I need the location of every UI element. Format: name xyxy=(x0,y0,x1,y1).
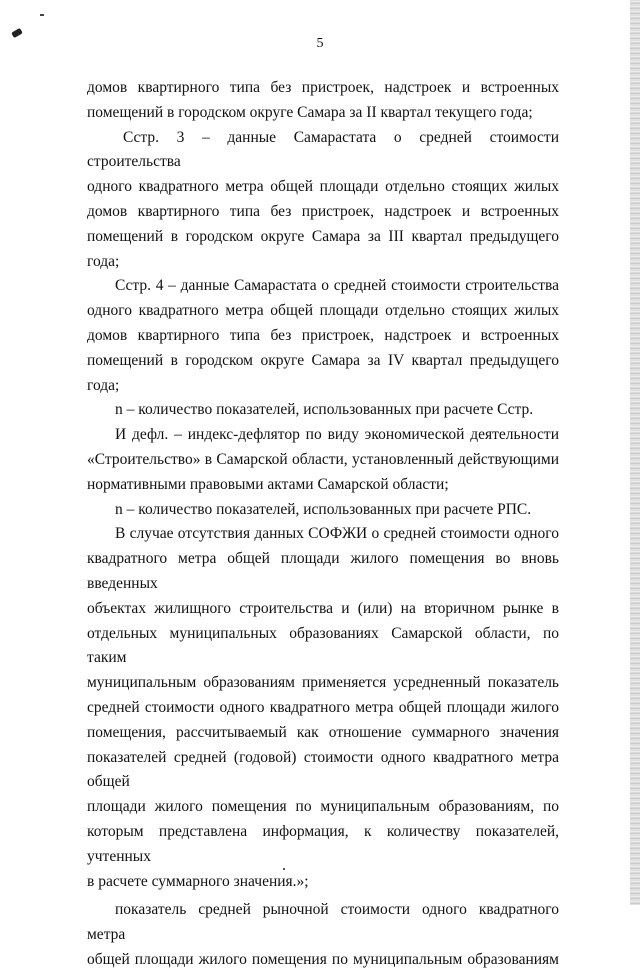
body-text xyxy=(87,76,559,973)
text-line: показателей средней (годовой) стоимости одного квадратного метра общей xyxy=(87,748,559,791)
text-line: общей площади жилого помещения по муниципальным образованиям xyxy=(87,950,559,968)
text-line: объектах жилищного строительства и (или) на вторичном рынке в xyxy=(87,599,559,617)
text-line: n – количество показателей, использованных при расчете Сстр. xyxy=(115,401,534,419)
text-line: И дефл. – индекс-дефлятор по виду экономической деятельности xyxy=(115,426,559,444)
text-line: n – количество показателей, использованных при расчете РПС. xyxy=(115,500,532,518)
text-line: средней стоимости одного квадратного метра общей площади жилого xyxy=(87,698,559,716)
text-line: муниципальным образованиям применяется усредненный показатель xyxy=(87,674,559,692)
text-line: Сстр. 4 – данные Самарастата о средней стоимости строительства xyxy=(115,277,559,295)
text-line: нормативными правовыми актами Самарской области; xyxy=(87,475,449,493)
text-line: помещений в городском округе Самара за IV квартал предыдущего xyxy=(87,351,559,369)
text-line: отдельных муниципальных образованиях Самарской области, по таким xyxy=(87,624,559,667)
text-line: показатель средней рыночной стоимости одного квадратного метра xyxy=(87,901,559,944)
text-line: квадратного метра общей площади жилого помещения во вновь введенных xyxy=(87,550,559,592)
scan-edge-shadow xyxy=(630,0,640,905)
text-line: «Строительство» в Самарской области, установленный действующими xyxy=(87,450,559,468)
text-line: В случае отсутствия данных СОФЖИ о средней стоимости одного xyxy=(115,525,559,543)
text-line: площади жилого помещения по муниципальным образованиям, по xyxy=(87,798,559,816)
text-line: помещения, рассчитываемый как отношение суммарного значения xyxy=(87,723,559,741)
page-number: 5 xyxy=(316,36,324,51)
text-line: одного квадратного метра общей площади отдельно стоящих жилых xyxy=(87,302,559,320)
text-line: помещений в городском округе Самара за II квартал текущего года; xyxy=(87,103,533,121)
text-line: домов квартирного типа без пристроек, надстроек и встроенных xyxy=(87,202,559,220)
text-line: которым представлена информация, к количеству показателей, учтенных xyxy=(87,822,559,865)
text-line: помещений в городском округе Самара за III квартал предыдущего года; xyxy=(87,227,559,270)
text-line: Сстр. 3 – данные Самарастата о средней стоимости строительства xyxy=(87,128,559,171)
text-line: домов квартирного типа без пристроек, надстроек и встроенных xyxy=(87,326,559,344)
scan-speck xyxy=(283,868,285,870)
text-line: года; xyxy=(87,376,120,394)
text-line: одного квадратного метра общей площади отдельно стоящих жилых xyxy=(87,178,559,196)
text-line: домов квартирного типа без пристроек, надстроек и встроенных xyxy=(87,79,559,96)
scan-speck xyxy=(40,14,44,16)
text-line: в расчете суммарного значения.»; xyxy=(87,872,309,890)
